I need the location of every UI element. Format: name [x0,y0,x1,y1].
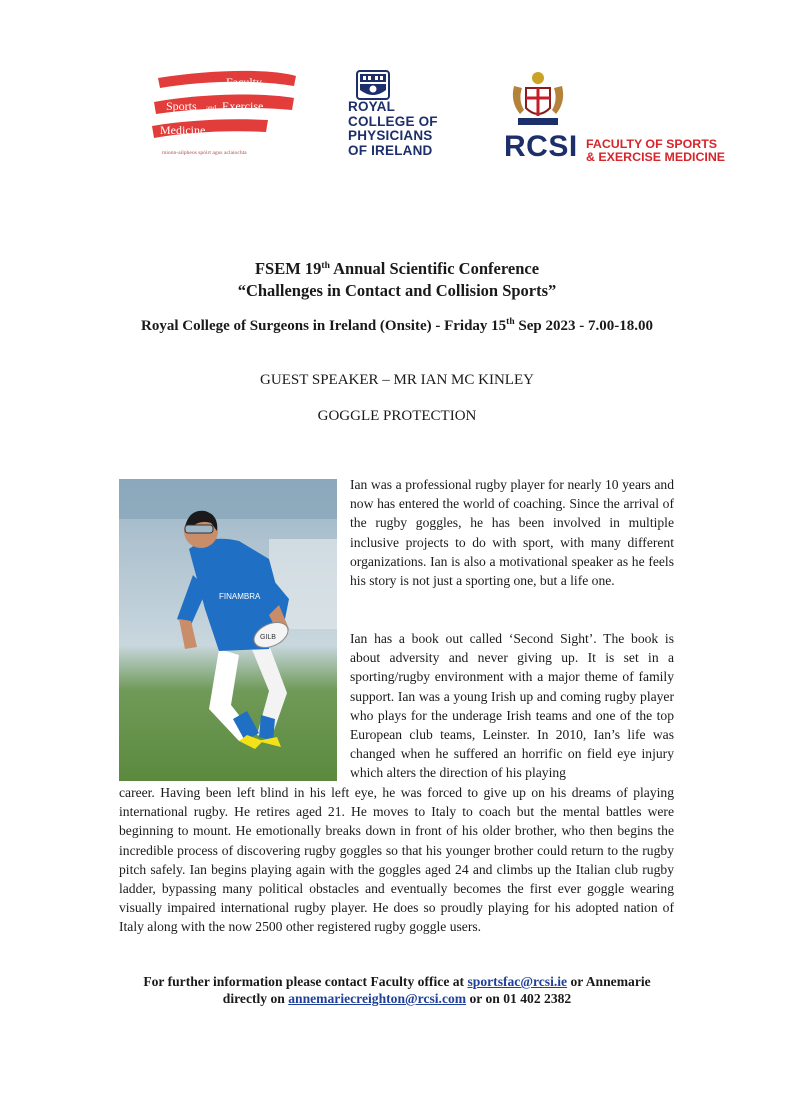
logo-bar [0,0,794,200]
rcpi-wordmark [348,100,448,158]
fsem-line1: Faculty [226,75,262,89]
speaker-photo [119,479,337,781]
fsem-tagline: mionn-ailpheos spóirt agus aclaíochta [162,150,247,156]
kit-sponsor: FINAMBRA [219,592,261,601]
guest-speaker-heading: GUEST SPEAKER – MR IAN MC KINLEY [260,372,534,388]
rcsi-coat-of-arms-icon [508,68,568,132]
rcpi-line3: PHYSICIANS [348,128,433,144]
venue-date-line [0,318,794,335]
rcpi-logo [348,70,448,162]
annemarie-email-link[interactable]: annemariecreighton@rcsi.com [288,991,467,1006]
contact-pre: For further information please contact Faculty office at [143,974,468,989]
conference-title [0,259,794,279]
rcsi-faculty-line1: FACULTY OF SPORTS [586,137,718,151]
fsem-line3: Medicine [160,123,206,137]
rcsi-faculty-line2: & EXERCISE MEDICINE [586,150,726,165]
fsem-line2c: Exercise [222,99,264,113]
fsem-line2b: and [206,104,217,112]
rcsi-acronym: RCSI [504,130,578,163]
fsem-line2a: Sports [166,99,197,113]
rcsi-faculty-name [586,138,725,164]
topic-heading: GOGGLE PROTECTION [317,408,477,424]
bio-paragraph-2-side: Ian has a book out called ‘Second Sight’. The book is about adversity and never giving up. It is set in a sporting/rugby environment with a major theme of family support. Ian was a young Irish up and coming rugby player who plays for the underage Irish teams and one of the top European club teams, Leinster. In 2010, Ian’s life was changed when he suffered an horrific on field eye injury which alters the direction of his playing [350,631,674,781]
contact-line-1 [0,974,794,990]
contact-line-2 [0,991,794,1007]
venue-post: Sep 2023 - 7.00-18.00 [514,318,653,334]
fsem-logo-graphic [148,70,298,162]
rcsi-logo [500,68,730,164]
rcpi-line2: COLLEGE OF [348,113,438,129]
rcpi-crest-icon [356,70,390,100]
ball-label: GILB [260,634,276,641]
venue-sup: th [506,317,515,327]
fsem-logo [148,70,298,162]
venue-pre: Royal College of Surgeons in Ireland (Onsite) - Friday 15 [141,318,507,334]
title-sup: th [321,261,330,271]
conference-subtitle: “Challenges in Contact and Collision Sports” [237,281,557,300]
rcpi-line1: ROYAL [348,99,396,114]
contact2-pre: directly on [222,991,289,1006]
rugby-player-photo [119,479,337,781]
title-post: Annual Scientific Conference [329,259,540,278]
rcpi-line4: OF IRELAND [348,142,433,158]
bio-paragraph-1: Ian was a professional rugby player for nearly 10 years and now has entered the world of coaching. Since the arrival of the rugby goggles, he has been involved in multiple inclusive projects to do with sport, with many different organizations. Ian is also a motivational speaker as he feels his story is not just a sporting one, but a life one. [350,477,674,589]
contact2-post: or on 01 402 2382 [466,991,572,1006]
title-pre: FSEM 19 [254,259,322,278]
faculty-email-link[interactable]: sportsfac@rcsi.ie [467,974,568,989]
contact-post: or Annemarie [567,974,651,989]
bio-paragraph-2-continued: career. Having been left blind in his left eye, he was forced to give up on his dreams of playing international rugby. He retires aged 21. He moves to Italy to coach but the mental battles were beginning to mount. He emotionally breaks down in front of his older brother, who then begins the incredible process of discovering rugby goggles so that his younger brother could return to the rugby pitch safely. Ian begins playing again with the goggles aged 24 and climbs up the Italian club rugby ladder, bypassing many political obstacles and eventually becomes the first ever goggle wearing visually impaired international rugby player. He does so proudly playing for his adopted nation of Italy along with the now 2500 other registered rugby goggle users. [119,785,674,935]
